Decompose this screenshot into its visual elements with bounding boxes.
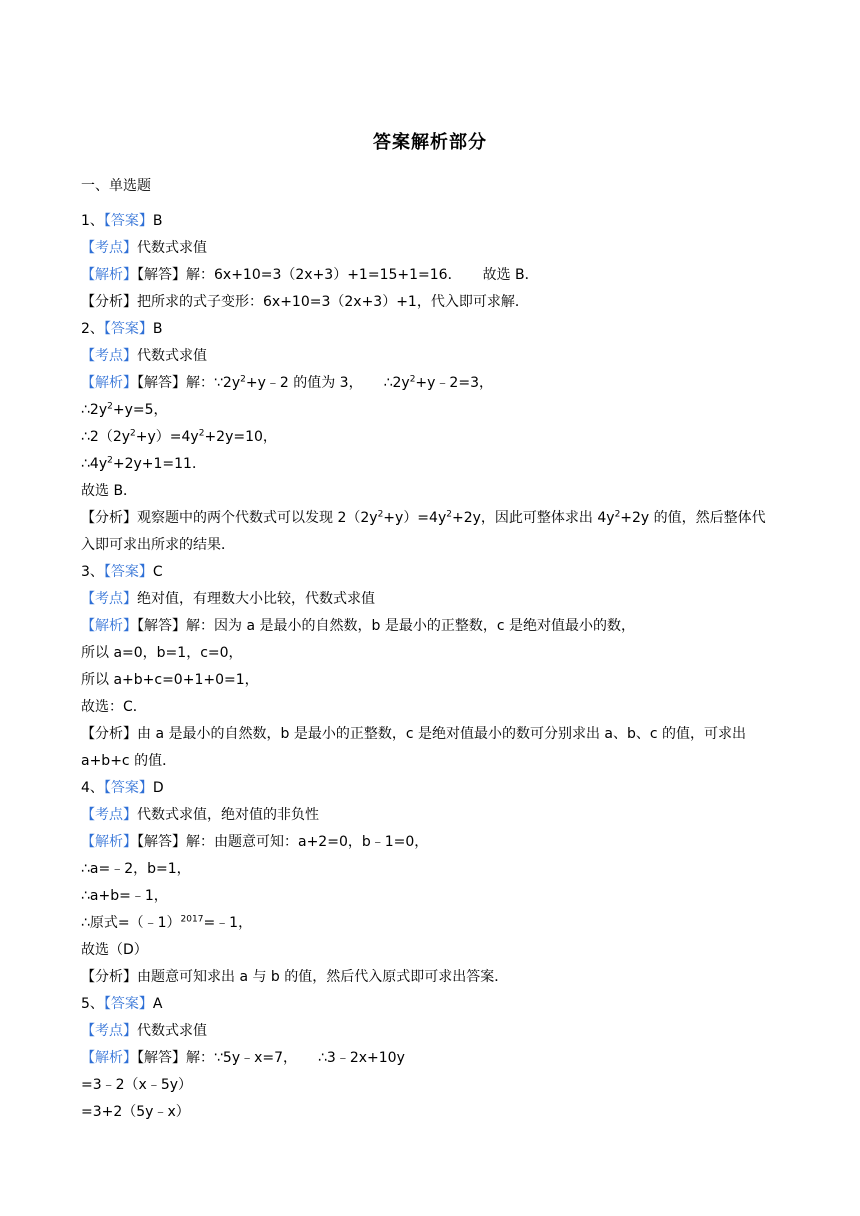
math-text: +y﹣2 的值为 3， ∴2y — [245, 375, 410, 391]
q5-point-line — [81, 1021, 207, 1041]
q4-step-3: ∴a+b=﹣1， — [81, 888, 168, 904]
math-text: ∴4y — [81, 456, 108, 472]
analysis-tag: 【解析】 — [81, 375, 137, 391]
math-text: +2y，因此可整体求出 4y — [451, 510, 615, 526]
answer-tag: 【答案】 — [103, 780, 153, 796]
answer-tag: 【答案】 — [103, 213, 153, 229]
point-text: 代数式求值 — [137, 348, 207, 364]
q2-step-3 — [81, 427, 277, 447]
solution-text: 解：由题意可知：a+2=0，b﹣1=0， — [186, 834, 429, 850]
question-number: 5、 — [81, 996, 104, 1012]
q4-analysis-line — [81, 832, 428, 852]
exponent: 2017 — [180, 914, 204, 925]
solution-tag: 【解答】 — [137, 375, 186, 391]
point-tag: 【考点】 — [81, 348, 137, 364]
q2-step-5: 故选 B． — [81, 483, 138, 499]
answer-value: B — [152, 321, 163, 337]
solution-text: 解：∵5y﹣x=7， ∴3﹣2x+10y — [186, 1050, 405, 1066]
point-text: 代数式求值 — [137, 1023, 207, 1039]
q3-step-4: 故选：C． — [81, 699, 147, 715]
q3-point-line — [81, 589, 375, 609]
q5-step-2: =3﹣2（x﹣5y） — [81, 1077, 193, 1093]
q2-fenxi-cont: 入即可求出所求的结果． — [81, 537, 235, 553]
q4-answer-line — [81, 778, 164, 798]
fenxi-tag: 【分析】 — [81, 726, 137, 742]
q3-step-3: 所以 a+b+c=0+1+0=1， — [81, 672, 259, 688]
point-tag: 【考点】 — [81, 591, 137, 607]
fenxi-text: 由题意可知求出 a 与 b 的值，然后代入原式即可求出答案． — [137, 969, 509, 985]
math-text: +y﹣2=3， — [415, 375, 493, 391]
q5-step-3: =3+2（5y﹣x） — [81, 1104, 190, 1120]
exponent: 2 — [198, 428, 205, 439]
exponent: 2 — [446, 509, 452, 520]
solution-text: 解：6x+10=3（2x+3）+1=15+1=16． 故选 B． — [186, 267, 539, 283]
analysis-tag: 【解析】 — [81, 1050, 137, 1066]
q1-point-line — [81, 238, 207, 258]
point-text: 绝对值，有理数大小比较，代数式求值 — [137, 591, 375, 607]
math-text: 解：∵2y — [186, 375, 241, 391]
exponent: 2 — [614, 509, 621, 520]
exponent: 2 — [409, 374, 416, 385]
point-tag: 【考点】 — [81, 240, 137, 256]
analysis-tag: 【解析】 — [81, 834, 137, 850]
question-number: 3、 — [81, 564, 104, 580]
section-heading: 一、单选题 — [81, 178, 151, 194]
fenxi-text: 由 a 是最小的自然数，b 是最小的正整数，c 是绝对值最小的数可分别求出 a、b、c 的值，可求出 — [137, 726, 747, 742]
answer-value: D — [152, 780, 164, 796]
question-number: 1、 — [81, 213, 104, 229]
math-text: +y）=4y — [383, 510, 447, 526]
exponent: 2 — [107, 455, 113, 466]
math-text: +2y 的值，然后整体代 — [620, 510, 766, 526]
solution-text: 解：因为 a 是最小的自然数，b 是最小的正整数，c 是绝对值最小的数， — [186, 618, 635, 634]
q3-step-2: 所以 a=0，b=1，c=0， — [81, 645, 243, 661]
math-text: +2y=10， — [204, 429, 277, 445]
answer-tag: 【答案】 — [103, 321, 153, 337]
q2-fenxi-line — [81, 508, 766, 528]
q3-analysis-line — [81, 616, 635, 636]
math-text: 观察题中的两个代数式可以发现 2（2y — [137, 510, 378, 526]
q2-step-4 — [81, 454, 206, 474]
fenxi-tag: 【分析】 — [81, 510, 137, 526]
fenxi-tag: 【分析】 — [81, 969, 137, 985]
point-text: 代数式求值 — [137, 240, 207, 256]
q2-answer-line — [81, 319, 163, 339]
answer-tag: 【答案】 — [103, 996, 153, 1012]
q2-analysis-line — [81, 373, 493, 393]
math-text: +y）=4y — [135, 429, 199, 445]
q4-step-4 — [81, 913, 252, 933]
answer-tag: 【答案】 — [103, 564, 153, 580]
q4-step-2: ∴a=﹣2，b=1， — [81, 861, 191, 877]
q4-step-5: 故选（D） — [81, 942, 148, 958]
q4-point-line — [81, 805, 319, 825]
fenxi-tag: 【分析】 — [81, 294, 137, 310]
exponent: 2 — [377, 509, 384, 520]
answer-value: B — [152, 213, 163, 229]
analysis-tag: 【解析】 — [81, 618, 137, 634]
math-text: ∴2（2y — [81, 429, 131, 445]
math-text: +2y+1=11． — [112, 456, 206, 472]
point-text: 代数式求值，绝对值的非负性 — [137, 807, 319, 823]
analysis-tag: 【解析】 — [81, 267, 137, 283]
q5-answer-line — [81, 994, 163, 1014]
exponent: 2 — [240, 374, 246, 385]
q3-fenxi-line — [81, 724, 746, 744]
exponent: 2 — [130, 428, 136, 439]
q1-fenxi-line — [81, 292, 529, 312]
point-tag: 【考点】 — [81, 807, 137, 823]
solution-tag: 【解答】 — [137, 267, 186, 283]
q1-answer-line — [81, 211, 163, 231]
page-title: 答案解析部分 — [373, 132, 487, 153]
solution-tag: 【解答】 — [137, 834, 186, 850]
q5-analysis-line — [81, 1048, 405, 1068]
solution-tag: 【解答】 — [137, 618, 186, 634]
answer-value: A — [152, 996, 163, 1012]
math-text: ∴原式=（﹣1） — [81, 915, 181, 931]
q2-point-line — [81, 346, 207, 366]
question-number: 2、 — [81, 321, 104, 337]
q1-analysis-line — [81, 265, 539, 285]
solution-tag: 【解答】 — [137, 1050, 186, 1066]
math-text: ∴2y — [81, 402, 108, 418]
fenxi-text: 把所求的式子变形：6x+10=3（2x+3）+1，代入即可求解． — [137, 294, 529, 310]
math-text: =﹣1， — [203, 915, 253, 931]
q4-fenxi-line — [81, 967, 508, 987]
question-number: 4、 — [81, 780, 104, 796]
q2-step-2 — [81, 400, 168, 420]
math-text: +y=5， — [112, 402, 168, 418]
exponent: 2 — [107, 401, 113, 412]
q3-fenxi-cont: a+b+c 的值． — [81, 753, 177, 769]
answer-value: C — [152, 564, 163, 580]
q3-answer-line — [81, 562, 163, 582]
point-tag: 【考点】 — [81, 1023, 137, 1039]
